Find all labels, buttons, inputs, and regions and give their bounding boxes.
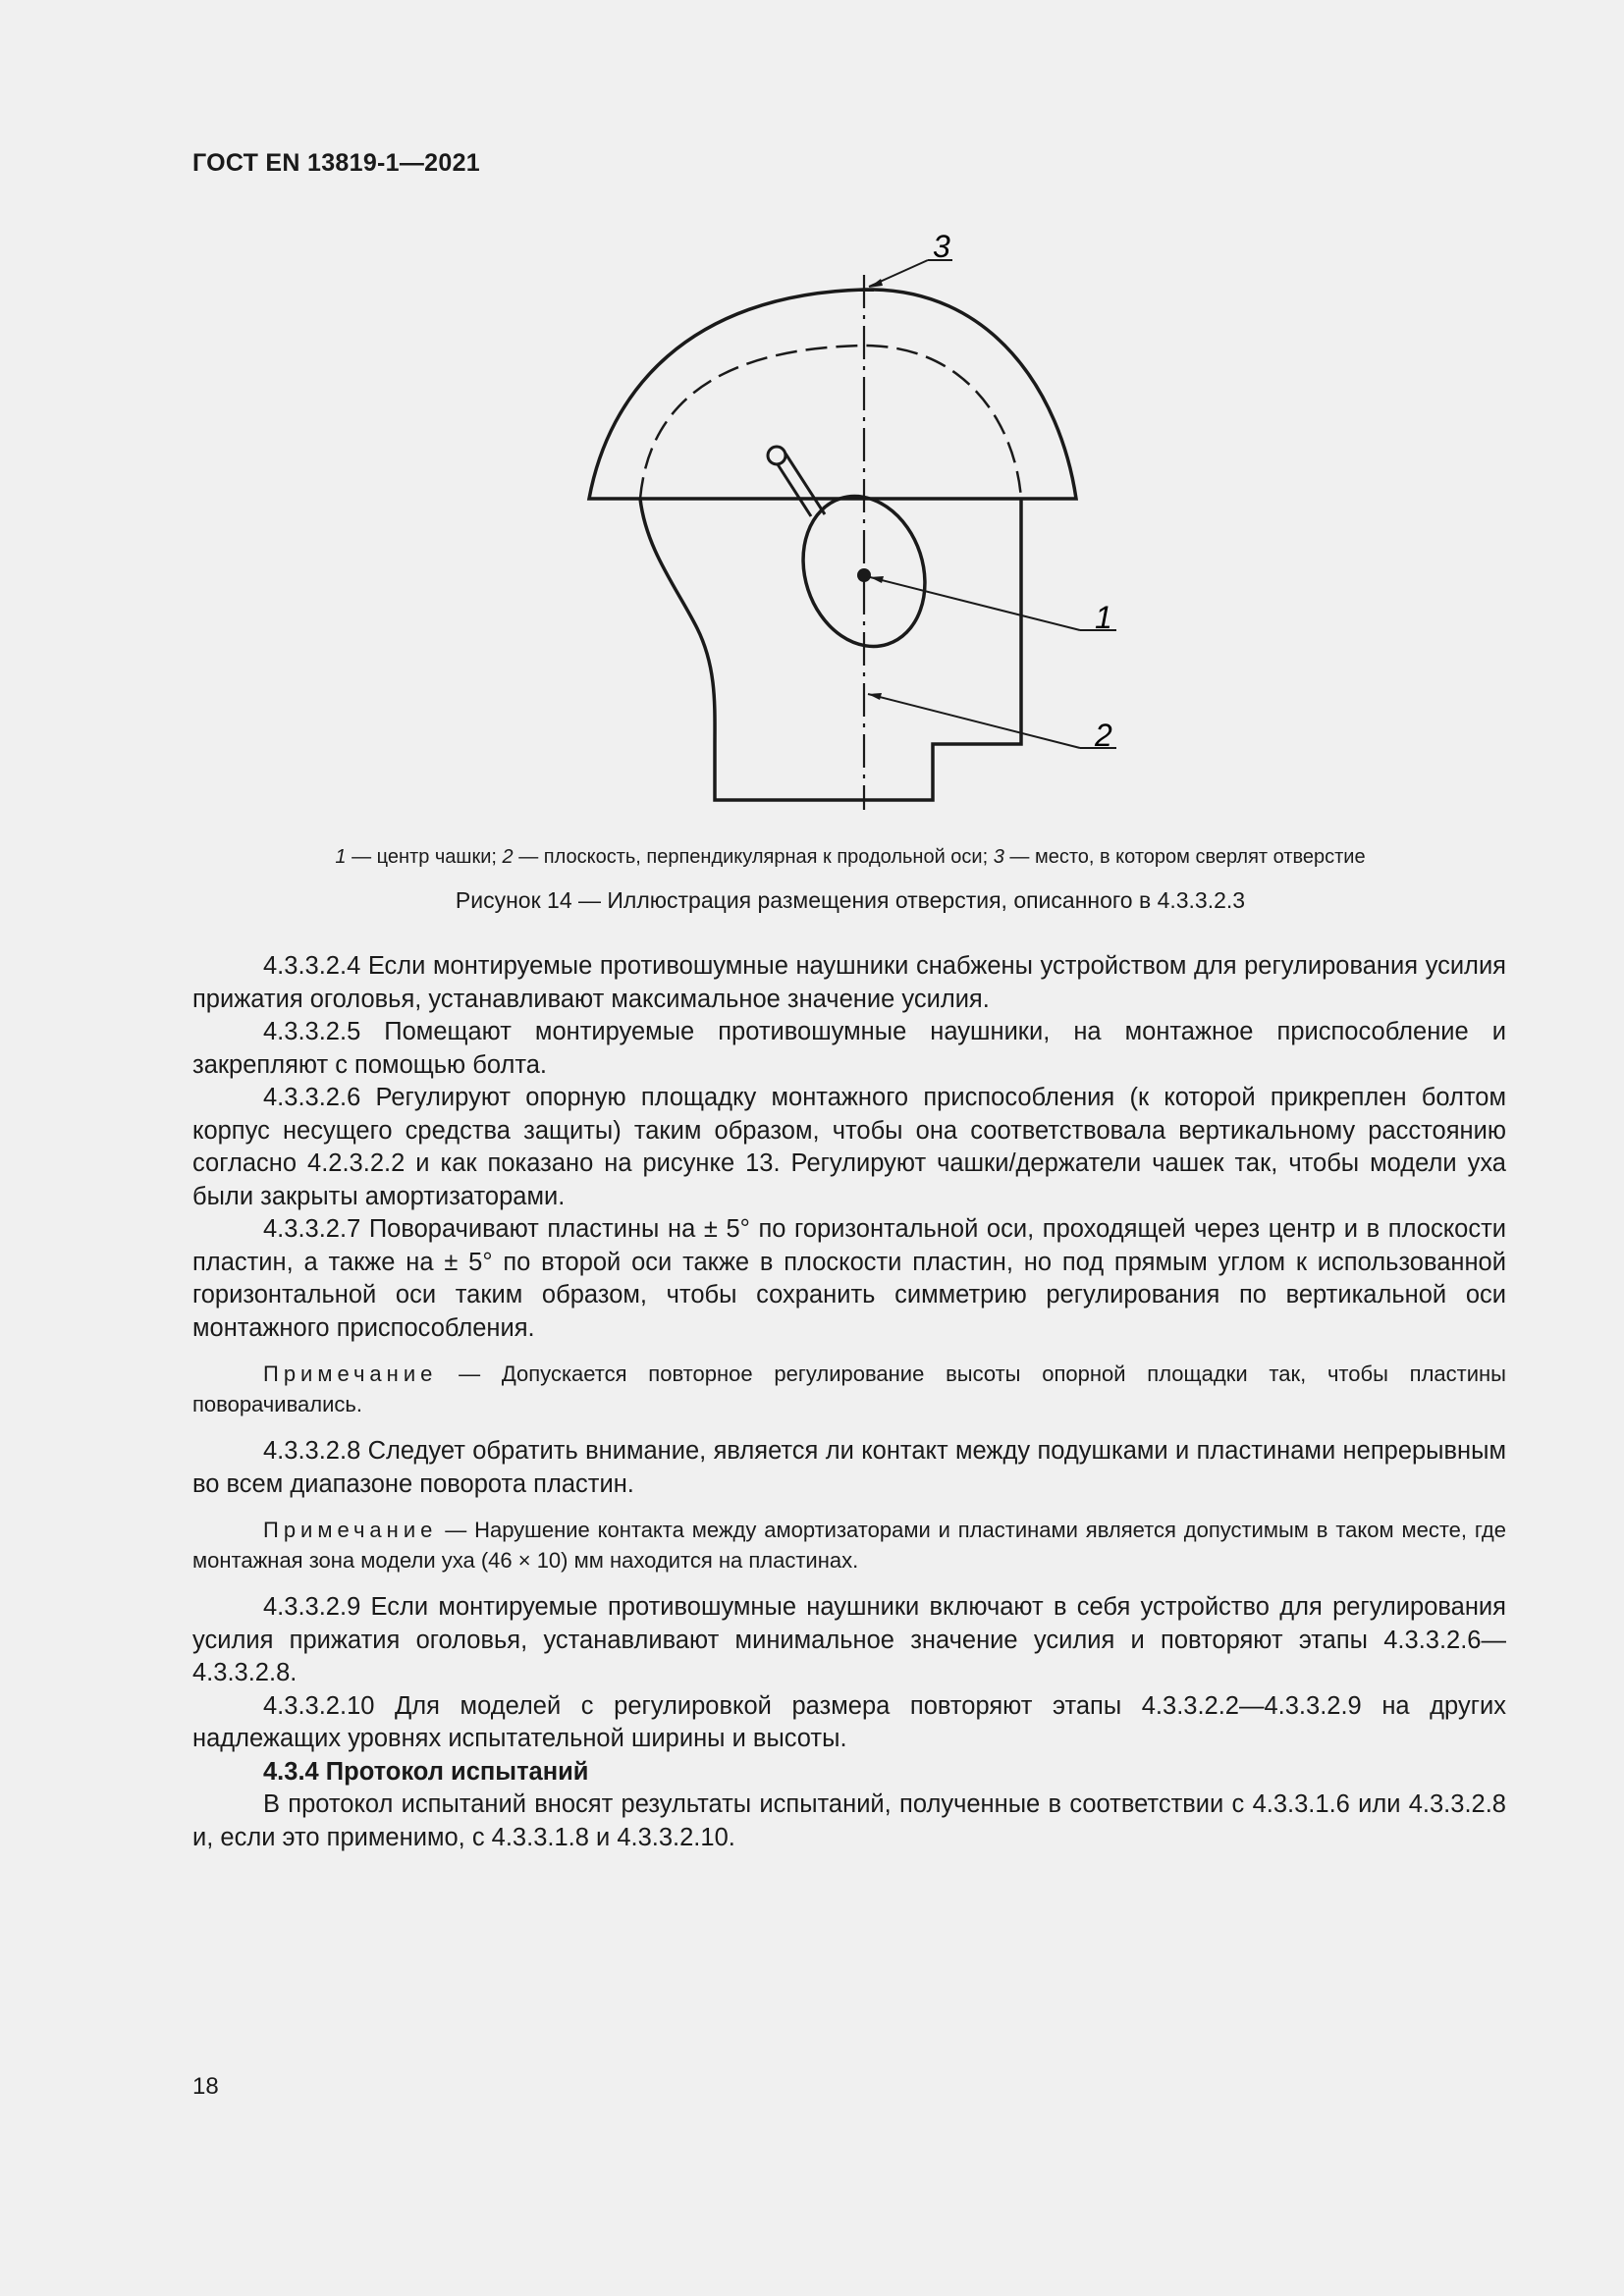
callout-3: 3	[933, 229, 950, 264]
section-heading-4-3-4: 4.3.4 Протокол испытаний	[263, 1757, 589, 1786]
figure-caption: Рисунок 14 — Иллюстрация размещения отверстия, описанного в 4.3.3.2.3	[455, 887, 1246, 913]
note-2-text: — Нарушение контакта между амортизаторами и пластинами является допустимым в таком месте, где монтажная зона модели уха (46 × 10) мм находится на пластинах.	[192, 1518, 1506, 1573]
head-body-outline	[640, 499, 1021, 800]
note-label: Примечание	[263, 1362, 438, 1386]
callout-1: 1	[1095, 600, 1112, 635]
legend-text-2: — плоскость, перпендикулярная к продольной оси;	[513, 846, 994, 868]
document-body	[192, 950, 1506, 1854]
callout-2: 2	[1095, 718, 1112, 753]
rod-left	[776, 461, 811, 516]
paragraph-4-3-3-2-5: 4.3.3.2.5 Помещают монтируемые противошумные наушники, на монтажное приспособление и закрепляют с помощью болта.	[192, 1018, 1506, 1079]
note-label: Примечание	[263, 1518, 438, 1542]
note-1-text: — Допускается повторное регулирование высоты опорной площадки так, чтобы пластины поворачивались.	[192, 1362, 1506, 1416]
head-top-dashed	[640, 346, 1021, 499]
arrow-1	[870, 576, 884, 583]
legend-text-3: — место, в котором сверлят отверстие	[1003, 846, 1366, 868]
rod-knob	[768, 447, 785, 464]
arrow-2	[868, 693, 882, 700]
legend-text-1: — центр чашки;	[346, 846, 503, 868]
paragraph-4-3-3-2-9: 4.3.3.2.9 Если монтируемые противошумные наушники включают в себя устройство для регулирования усилия прижатия оголовья, устанавливают минимальное значение усилия и повторяют этапы 4.3.3.2.6—4.3.3.2.8.	[192, 1593, 1506, 1686]
legend-num-2: 2	[502, 846, 514, 868]
paragraph-protocol: В протокол испытаний вносят результаты испытаний, полученные в соответствии с 4.3.3.1.6 или 4.3.3.2.8 и, если это применимо, с 4.3.3.1.8 и 4.3.3.2.10.	[192, 1790, 1506, 1851]
dome-outline	[589, 290, 1076, 499]
document-id: ГОСТ EN 13819-1—2021	[192, 149, 480, 177]
note-2	[192, 1515, 1506, 1575]
note-1	[192, 1359, 1506, 1419]
figure-legend	[192, 846, 1508, 869]
head-diagram	[550, 216, 1139, 825]
paragraph-4-3-3-2-6: 4.3.3.2.6 Регулируют опорную площадку монтажного приспособления (к которой прикреплен болтом корпус несущего средства защиты) таким образом, чтобы она соответствовала вертикальному расстоянию согласно 4.2.3.2.2 и как показано на рисунке 13. Регулируют чашки/держатели чашек так, чтобы модели уха были закрыты амортизаторами.	[192, 1084, 1506, 1210]
figure-14	[550, 216, 1139, 829]
legend-num-1: 1	[335, 846, 347, 868]
paragraph-4-3-3-2-7: 4.3.3.2.7 Поворачивают пластины на ± 5° по горизонтальной оси, проходящей через центр и в плоскости пластин, а также на ± 5° по второй оси также в плоскости пластин, но под прямым углом к использованной горизонтальной оси таким образом, чтобы сохранить симметрию регулирования по вертикальной оси монтажного приспособления.	[192, 1215, 1506, 1342]
paragraph-4-3-3-2-8: 4.3.3.2.8 Следует обратить внимание, является ли контакт между подушками и пластинами непрерывным во всем диапазоне поворота пластин.	[192, 1437, 1506, 1498]
paragraph-4-3-3-2-10: 4.3.3.2.10 Для моделей с регулировкой размера повторяют этапы 4.3.3.2.2—4.3.3.2.9 на других надлежащих уровнях испытательной ширины и высоты.	[192, 1691, 1506, 1752]
paragraph-4-3-3-2-4: 4.3.3.2.4 Если монтируемые противошумные наушники снабжены устройством для регулирования усилия прижатия оголовья, устанавливают максимальное значение усилия.	[192, 952, 1506, 1013]
page-number: 18	[192, 2073, 219, 2100]
arrow-3	[869, 279, 883, 288]
legend-num-3: 3	[993, 846, 1004, 868]
cup-center-dot	[857, 568, 871, 582]
leader-1	[870, 577, 1080, 630]
leader-2	[868, 694, 1080, 748]
